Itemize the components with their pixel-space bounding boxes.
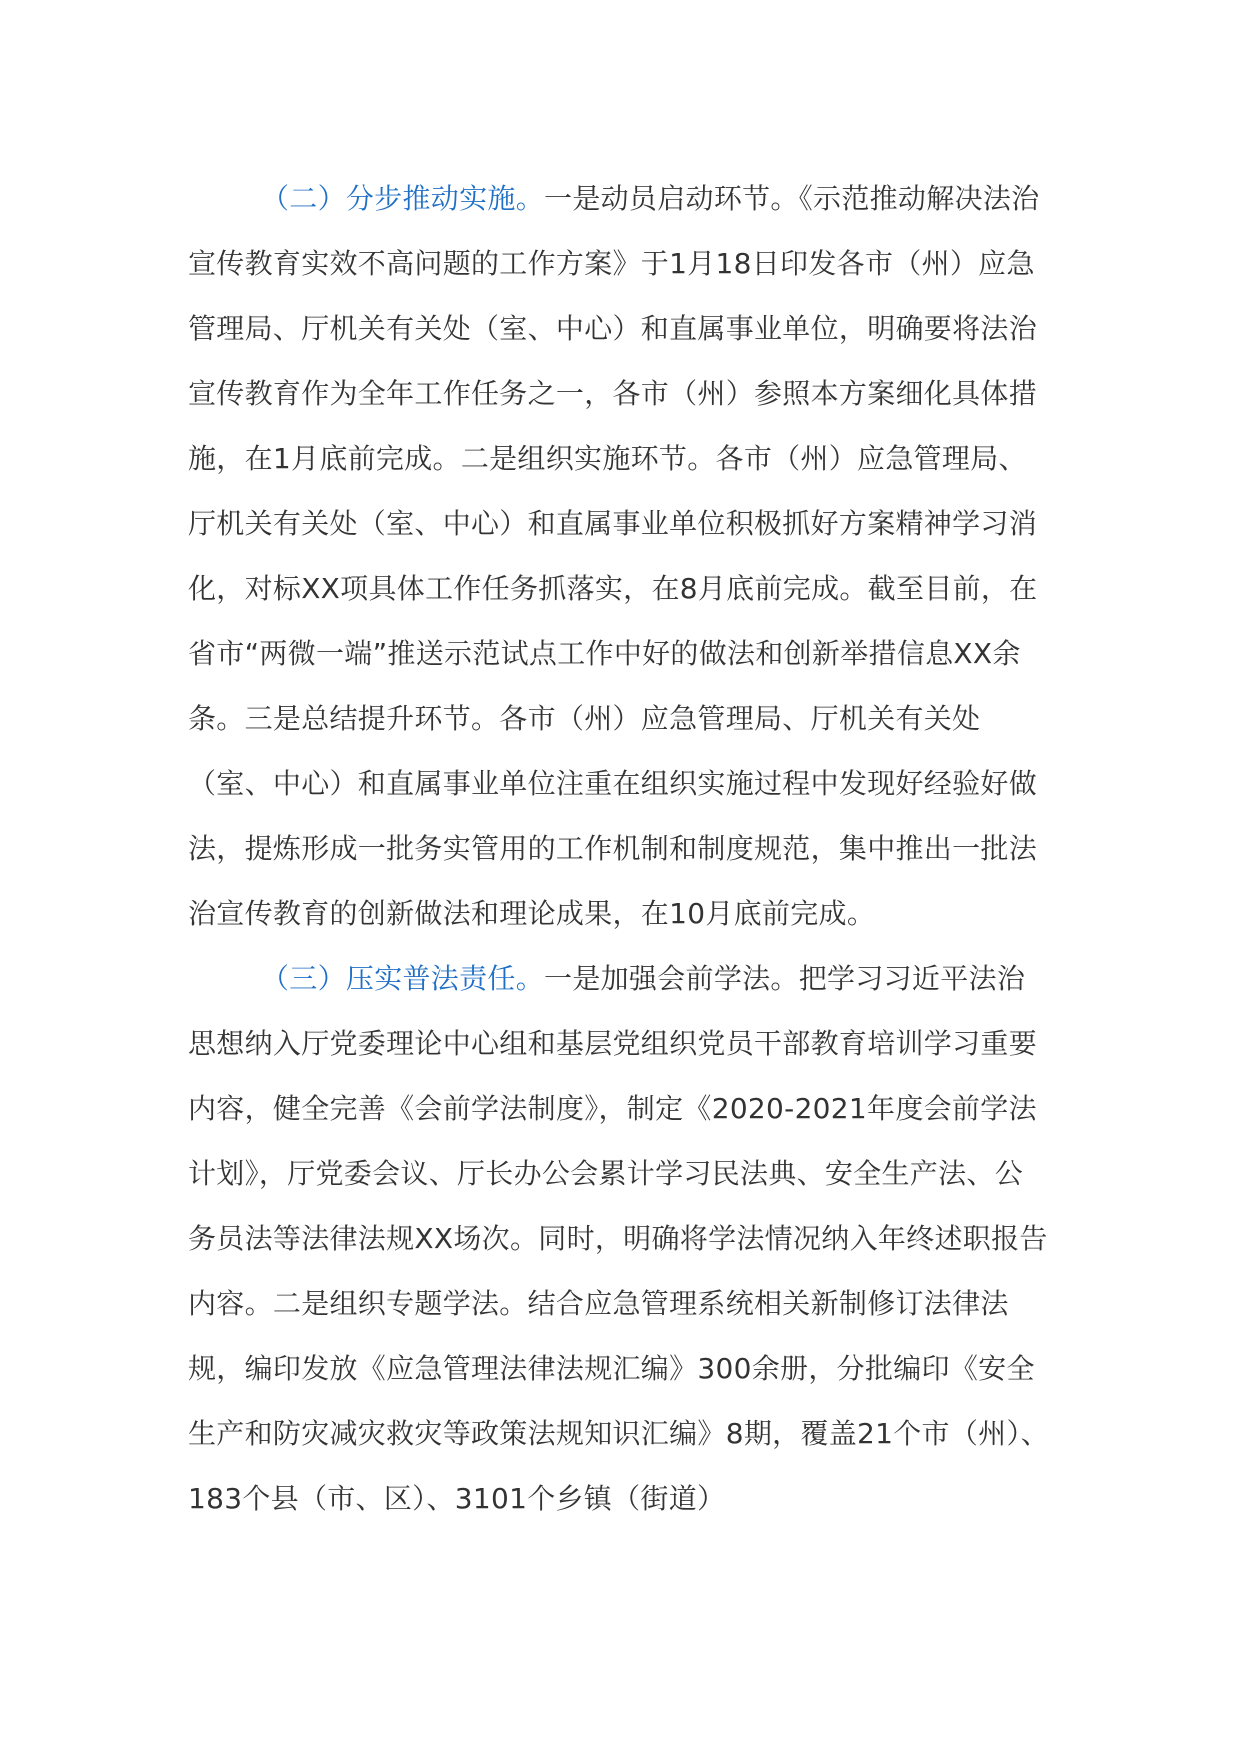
paragraph-legal-responsibility (188, 946, 1050, 1531)
paragraph-text-legal-responsibility: 一是加强会前学法。把学习习近平法治思想纳入厅党委理论中心组和基层党组织党员干部教育培训学习重要内容，健全完善《会前学法制度》，制定《2020-2021年度会前学法计划》，厅党委会议、厅长办公会累计学习民法典、安全生产法、公务员法等法律法规XX场次。同时，明确将学法情况纳入年终述职报告内容。二是组织专题学法。结合应急管理系统相关新制修订法律法规，编印发放《应急管理法律法规汇编》300余册，分批编印《安全生产和防灾减灾救灾等政策法规知识汇编》8期，覆盖21个市（州）、183个县（市、区）、3101个乡镇（街道） (188, 962, 1050, 1515)
document-body (188, 166, 1050, 1531)
section-heading-legal-responsibility: （三）压实普法责任。 (261, 962, 545, 995)
section-heading-step-implementation: （二）分步推动实施。 (261, 182, 545, 215)
paragraph-text-step-implementation: 一是动员启动环节。《示范推动解决法治宣传教育实效不高问题的工作方案》于1月18日印发各市（州）应急管理局、厅机关有关处（室、中心）和直属事业单位，明确要将法治宣传教育作为全年工作任务之一，各市（州）参照本方案细化具体措施，在1月底前完成。二是组织实施环节。各市（州）应急管理局、厅机关有关处（室、中心）和直属事业单位积极抓好方案精神学习消化，对标XX项具体工作任务抓落实，在8月底前完成。截至目前，在省市“两微一端”推送示范试点工作中好的做法和创新举措信息XX余条。三是总结提升环节。各市（州）应急管理局、厅机关有关处（室、中心）和直属事业单位注重在组织实施过程中发现好经验好做法，提炼形成一批务实管用的工作机制和制度规范，集中推出一批法治宣传教育的创新做法和理论成果，在10月底前完成。 (188, 182, 1040, 930)
paragraph-step-implementation (188, 166, 1050, 946)
